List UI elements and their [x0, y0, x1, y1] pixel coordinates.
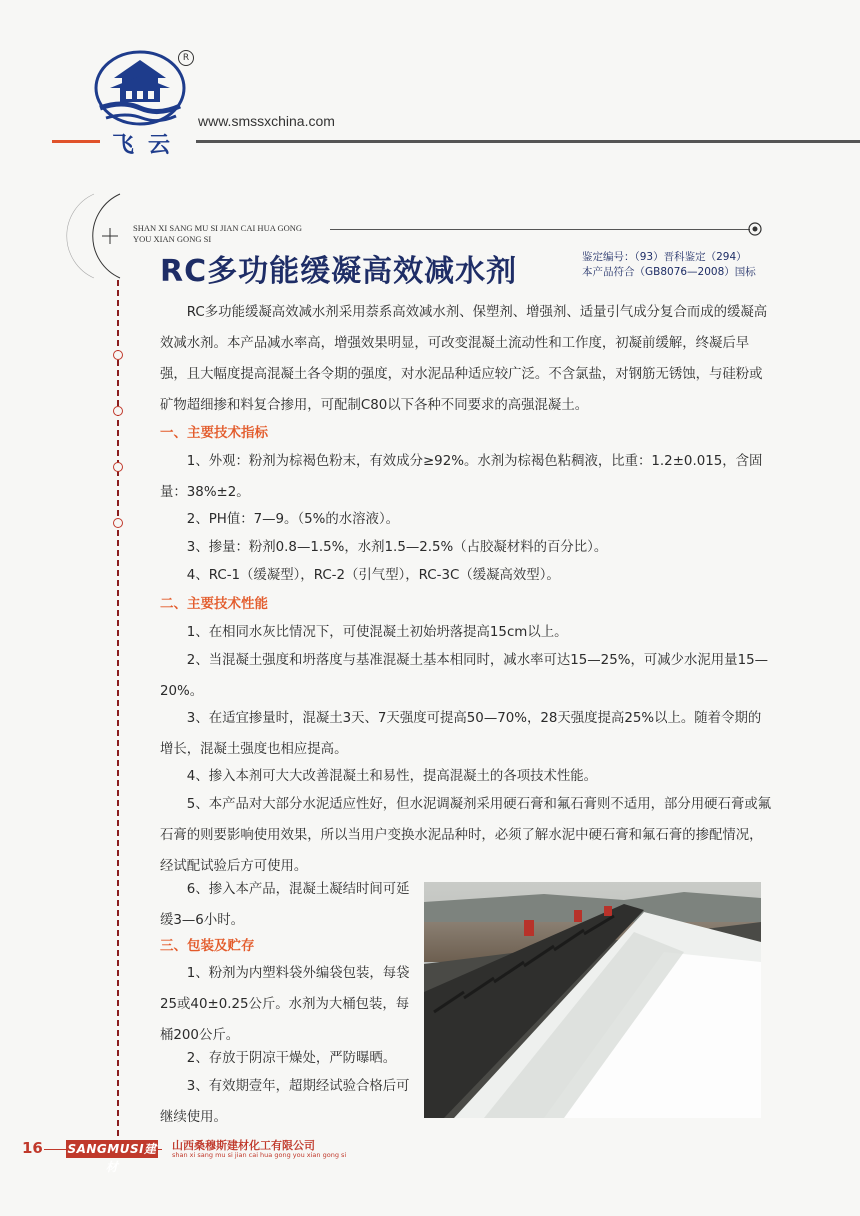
company-english-name — [133, 223, 302, 245]
spec-item: 3、掺量：粉剂0.8—1.5%，水剂1.5—2.5%（占胶凝材料的百分比）。 — [186, 540, 608, 555]
performance-item: 5、本产品对大部分水泥适应性好，但水泥调凝剂采用硬石膏和氟石膏则不适用，部分用硬石膏或氟石膏的则要影响使用效果，所以当用户变换水泥品种时，必须了解水泥中硬石膏和氟石膏的掺配情况，经试配试验后方可使用。 — [160, 797, 772, 874]
spec-item: 2、PH值：7—9。（5%的水溶液）。 — [186, 512, 400, 527]
performance-item: 4、掺入本剂可大大改善混凝土和易性，提高混凝土的各项技术性能。 — [186, 769, 598, 784]
title-rule — [330, 229, 750, 230]
certification-info — [582, 250, 756, 280]
header-accent-dash — [52, 140, 100, 143]
intro-paragraph: RC多功能缓凝高效减水剂采用萘系高效减水剂、保塑剂、增强剂、适量引气成分复合而成的缓凝高效减水剂。本产品减水率高，增强效果明显，可改变混凝土流动性和工作度，初凝前缓解，终凝后早强，且大幅度提高混凝土各令期的强度，对水泥品种适应较广泛。不含氯盐，对钢筋无锈蚀，与硅粉或矿物超细掺和料复合掺用，可配制C80以下各种不同要求的高强混凝土。 — [160, 305, 768, 413]
storage-item: 2、存放于阴凉干燥处，严防曝晒。 — [186, 1051, 397, 1066]
storage-item: 3、有效期壹年，超期经试验合格后可继续使用。 — [160, 1079, 410, 1125]
section-heading: 二、主要技术性能 — [160, 596, 268, 612]
header-rule — [196, 140, 860, 143]
footer-company-pinyin: shan xi sang mu si jian cai hua gong you xian gong si — [172, 1151, 347, 1159]
certification-line: 本产品符合（GB8076—2008）国标 — [582, 266, 756, 278]
section-heading: 一、主要技术指标 — [160, 425, 268, 441]
footer-company-name: 山西桑穆斯建材化工有限公司 — [172, 1139, 315, 1152]
section-heading: 三、包装及贮存 — [160, 938, 255, 954]
website-url[interactable]: www.smssxchina.com — [198, 113, 335, 129]
ring-marker — [113, 350, 123, 360]
ring-marker — [113, 406, 123, 416]
registered-mark: R — [178, 50, 194, 66]
performance-item: 1、在相同水灰比情况下，可使混凝土初始坍落提高15cm以上。 — [186, 625, 568, 640]
certification-line: 鉴定编号：（93）晋科鉴定（294） — [582, 251, 747, 263]
brand-logo: SANGMUSI建材 — [67, 1142, 157, 1174]
ring-marker — [113, 518, 123, 528]
company-english-line: SHAN XI SANG MU SI JIAN CAI HUA GONG — [133, 223, 303, 233]
target-icon — [748, 222, 762, 236]
logo-text: 飞云 — [112, 133, 185, 158]
performance-item: 3、在适宜掺量时，混凝土3天、7天强度可提高50—70%，28天强度提高25%以上。随着令期的增长，混凝土强度也相应提高。 — [160, 711, 762, 757]
page-number: 16 — [22, 1139, 43, 1157]
performance-item: 2、当混凝土强度和坍落度与基准混凝土基本相同时，减水率可达15—25%，可减少水泥用量15—20%。 — [160, 653, 768, 699]
company-english-line: YOU XIAN GONG SI — [133, 234, 212, 244]
spec-item: 4、RC-1（缓凝型），RC-2（引气型），RC-3C（缓凝高效型）。 — [186, 568, 560, 583]
performance-item: 6、掺入本产品，混凝土凝结时间可延缓3—6小时。 — [160, 882, 410, 928]
storage-item: 1、粉剂为内塑料袋外编袋包装，每袋25或40±0.25公斤。水剂为大桶包装，每桶200公斤。 — [160, 966, 410, 1043]
dam-photo — [424, 882, 761, 1118]
product-title: RC多功能缓凝高效减水剂 — [160, 254, 518, 289]
ring-marker — [113, 462, 123, 472]
spec-item: 1、外观：粉剂为棕褐色粉末，有效成分≥92%。水剂为棕褐色粘稠液，比重：1.2±0.015，含固量：38%±2。 — [160, 454, 763, 500]
